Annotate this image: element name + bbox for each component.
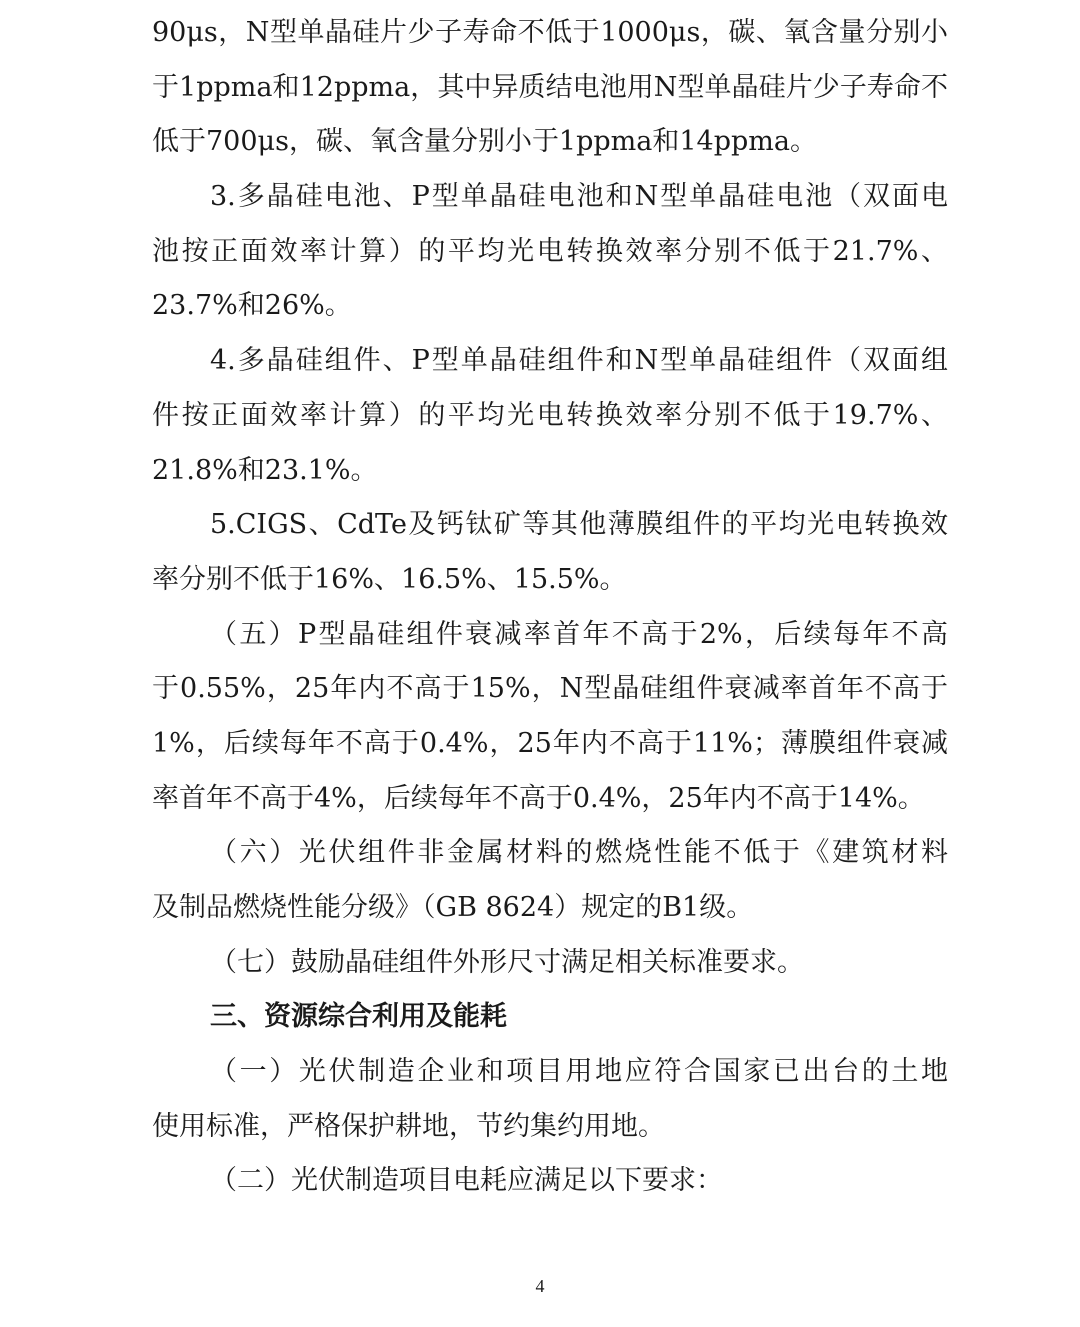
text-line: 90μs，N型单晶硅片少子寿命不低于1000μs，碳、氧含量分别小: [152, 17, 948, 48]
document-body: [152, 6, 948, 1209]
text-line: 21.8%和23.1%。: [152, 454, 378, 486]
list-item-3-line: 3.多晶硅电池、P型单晶硅电池和N型单晶硅电池（双面电: [210, 181, 948, 213]
text-line: 使用标准，严格保护耕地，节约集约用地。: [152, 1110, 665, 1142]
clause-1-line: （一）光伏制造企业和项目用地应符合国家已出台的土地: [210, 1056, 948, 1088]
text-line: 率首年不高于4%，后续每年不高于0.4%，25年内不高于14%。: [152, 782, 925, 814]
text-line: 及制品燃烧性能分级》（GB 8624）规定的B1级。: [152, 892, 754, 923]
clause-6-line: （六）光伏组件非金属材料的燃烧性能不低于《建筑材料: [210, 837, 948, 869]
list-item-5-line: 5.CIGS、CdTe及钙钛矿等其他薄膜组件的平均光电转换效: [210, 509, 948, 541]
page-number: 4: [535, 1276, 545, 1296]
text-line: 件按正面效率计算）的平均光电转换效率分别不低于19.7%、: [152, 399, 948, 431]
text-line: 于1ppma和12ppma，其中异质结电池用N型单晶硅片少子寿命不: [152, 71, 948, 103]
clause-5-line: （五）P型晶硅组件衰减率首年不高于2%，后续每年不高: [210, 618, 948, 650]
text-line: 池按正面效率计算）的平均光电转换效率分别不低于21.7%、: [152, 235, 948, 267]
text-line: 23.7%和26%。: [152, 290, 352, 322]
clause-2-line: （二）光伏制造项目电耗应满足以下要求：: [210, 1165, 723, 1197]
text-line: 1%，后续每年不高于0.4%，25年内不高于11%；薄膜组件衰减: [152, 727, 948, 759]
text-line: 低于700μs，碳、氧含量分别小于1ppma和14ppma。: [152, 126, 818, 158]
text-line: 于0.55%，25年内不高于15%，N型晶硅组件衰减率首年不高于: [152, 673, 948, 705]
text-line: 率分别不低于16%、16.5%、15.5%。: [152, 563, 627, 595]
list-item-4-line: 4.多晶硅组件、P型单晶硅组件和N型单晶硅组件（双面组: [210, 345, 948, 377]
section-heading: 三、资源综合利用及能耗: [210, 1001, 507, 1033]
clause-7-line: （七）鼓励晶硅组件外形尺寸满足相关标准要求。: [210, 946, 804, 978]
